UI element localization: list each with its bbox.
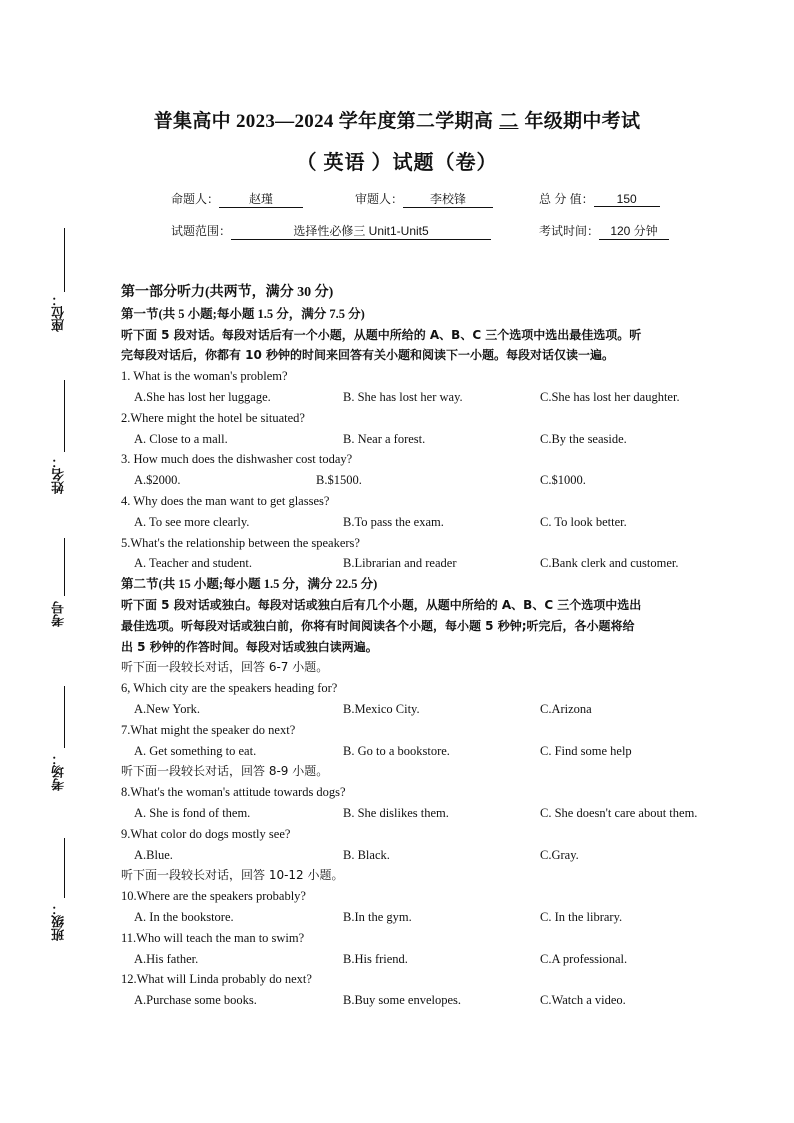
option-b: B. She dislikes them. <box>343 805 449 820</box>
question-stem: 3. How much does the dishwasher cost today? <box>121 452 353 467</box>
question-stem: 8.What's the woman's attitude towards dogs? <box>121 785 346 800</box>
option-c: C.A professional. <box>540 951 628 966</box>
dialogue-note: 听下面一段较长对话，回答 8-9 小题。 <box>121 764 329 779</box>
reviewer-value: 李校锋 <box>403 190 493 208</box>
dialogue-note: 听下面一段较长对话，回答 6-7 小题。 <box>121 660 329 675</box>
question-options <box>121 803 721 824</box>
question-options <box>121 845 721 866</box>
question-stem: 9.What color do dogs mostly see? <box>121 826 291 841</box>
exam-body <box>121 283 721 1011</box>
option-a: A.$2000. <box>134 473 181 488</box>
question-options <box>121 990 721 1011</box>
option-b: B. Go to a bookstore. <box>343 743 450 758</box>
option-b: B. Black. <box>343 847 390 862</box>
option-b: B. Near a forest. <box>343 431 426 446</box>
question-options <box>121 512 721 533</box>
option-c: C.Watch a video. <box>540 993 626 1008</box>
option-c: C.By the seaside. <box>540 431 627 446</box>
option-c: C. To look better. <box>540 514 627 529</box>
binding-label-name: 姓名： <box>52 455 67 495</box>
option-a: A. Close to a mall. <box>134 431 228 446</box>
question-options <box>121 429 721 450</box>
option-b: B.Mexico City. <box>343 701 420 716</box>
option-a: A.Blue. <box>134 847 173 862</box>
time-label: 考试时间： <box>539 224 600 238</box>
option-c: C.$1000. <box>540 473 586 488</box>
question-stem: 4. Why does the man want to get glasses? <box>121 493 330 508</box>
question-stem: 6, Which city are the speakers heading for? <box>121 681 338 696</box>
option-a: A.She has lost her luggage. <box>134 389 271 404</box>
option-b: B.To pass the exam. <box>343 514 444 529</box>
option-b: B.In the gym. <box>343 909 412 924</box>
binding-line-class <box>64 838 65 898</box>
option-c: C.Gray. <box>540 847 579 862</box>
binding-label-number: 考号 <box>52 601 67 627</box>
binding-line-name <box>64 380 65 452</box>
author-value: 赵瑾 <box>219 190 303 208</box>
exam-title <box>0 106 794 133</box>
option-b: B.Librarian and reader <box>343 556 457 571</box>
question-options <box>121 553 721 574</box>
question-options <box>121 741 721 762</box>
exam-subtitle: （ 英语 ）试题（卷） <box>296 152 498 174</box>
reviewer-label: 审题人： <box>355 192 404 206</box>
title-grade: 二 <box>499 111 519 132</box>
option-a: A.Purchase some books. <box>134 993 257 1008</box>
question-stem: 1. What is the woman's problem? <box>121 369 288 384</box>
binding-line-number <box>64 538 65 596</box>
option-a: A. In the bookstore. <box>134 909 234 924</box>
option-a: A. She is fond of them. <box>134 805 251 820</box>
section1-instructions-line2: 完每段对话后，你都有 10 秒钟的时间来回答有关小题和阅读下一小题。每段对话仅读一遍。 <box>121 348 615 363</box>
question-stem: 12.What will Linda probably do next? <box>121 972 312 987</box>
score-label: 总 分 值： <box>539 192 594 206</box>
option-a: A. Teacher and student. <box>134 556 252 571</box>
question-stem: 11.Who will teach the man to swim? <box>121 930 305 945</box>
option-c: C. Find some help <box>540 743 632 758</box>
time-field <box>539 222 669 240</box>
section2-instructions-line3: 出 5 秒钟的作答时间。每段对话或独白读两遍。 <box>121 639 378 654</box>
option-c: C.She has lost her daughter. <box>540 389 680 404</box>
time-value: 120 分钟 <box>599 222 669 240</box>
question-options <box>121 949 721 970</box>
option-a: A. Get something to eat. <box>134 743 257 758</box>
binding-label-seat: 座位： <box>52 293 67 333</box>
title-pre: 普集高中 2023—2024 学年度第二学期高 <box>153 111 494 132</box>
dialogue-note: 听下面一段较长对话，回答 10-12 小题。 <box>121 868 344 883</box>
score-field <box>539 190 660 207</box>
score-value: 150 <box>594 192 660 207</box>
section2-instructions-line1: 听下面 5 段对话或独白。每段对话或独白后有几个小题，从题中所给的 A、B、C 三个选项中选出 <box>121 597 642 612</box>
binding-label-room: 考场： <box>52 752 67 792</box>
question-stem: 10.Where are the speakers probably? <box>121 889 306 904</box>
question-options <box>121 470 721 491</box>
option-c: C.Bank clerk and customer. <box>540 556 679 571</box>
option-b: B.$1500. <box>316 473 362 488</box>
option-b: B. She has lost her way. <box>343 389 463 404</box>
option-b: B.Buy some envelopes. <box>343 993 462 1008</box>
reviewer-field <box>355 190 493 208</box>
binding-line-room <box>64 686 65 748</box>
part1-heading: 第一部分听力(共两节，满分 30 分) <box>121 285 334 300</box>
title-post: 年级期中考试 <box>524 111 641 132</box>
question-stem: 2.Where might the hotel be situated? <box>121 410 305 425</box>
section1-heading: 第一节(共 5 小题;每小题 1.5 分，满分 7.5 分) <box>121 306 365 321</box>
question-stem: 5.What's the relationship between the speakers? <box>121 535 360 550</box>
option-a: A.His father. <box>134 951 199 966</box>
scope-value: 选择性必修三 Unit1-Unit5 <box>231 222 491 240</box>
question-options <box>121 387 721 408</box>
binding-line-seat <box>64 228 65 292</box>
option-b: B.His friend. <box>343 951 408 966</box>
section1-instructions-line1: 听下面 5 段对话。每段对话后有一个小题，从题中所给的 A、B、C 三个选项中选出最佳选项。听 <box>121 327 642 342</box>
author-field <box>171 190 303 208</box>
question-options <box>121 699 721 720</box>
option-c: C.Arizona <box>540 701 592 716</box>
option-c: C. In the library. <box>540 909 623 924</box>
binding-label-class: 班级： <box>52 902 67 942</box>
section2-heading: 第二节(共 15 小题;每小题 1.5 分，满分 22.5 分) <box>121 577 378 592</box>
question-stem: 7.What might the speaker do next? <box>121 722 296 737</box>
author-label: 命题人： <box>171 192 220 206</box>
section2-instructions-line2: 最佳选项。听每段对话或独白前，你将有时间阅读各个小题，每小题 5 秒钟;听完后，各小题将给 <box>121 618 635 633</box>
scope-label: 试题范围： <box>171 224 232 238</box>
option-c: C. She doesn't care about them. <box>540 805 698 820</box>
option-a: A. To see more clearly. <box>134 514 250 529</box>
question-options <box>121 907 721 928</box>
scope-field <box>171 222 491 240</box>
option-a: A.New York. <box>134 701 200 716</box>
